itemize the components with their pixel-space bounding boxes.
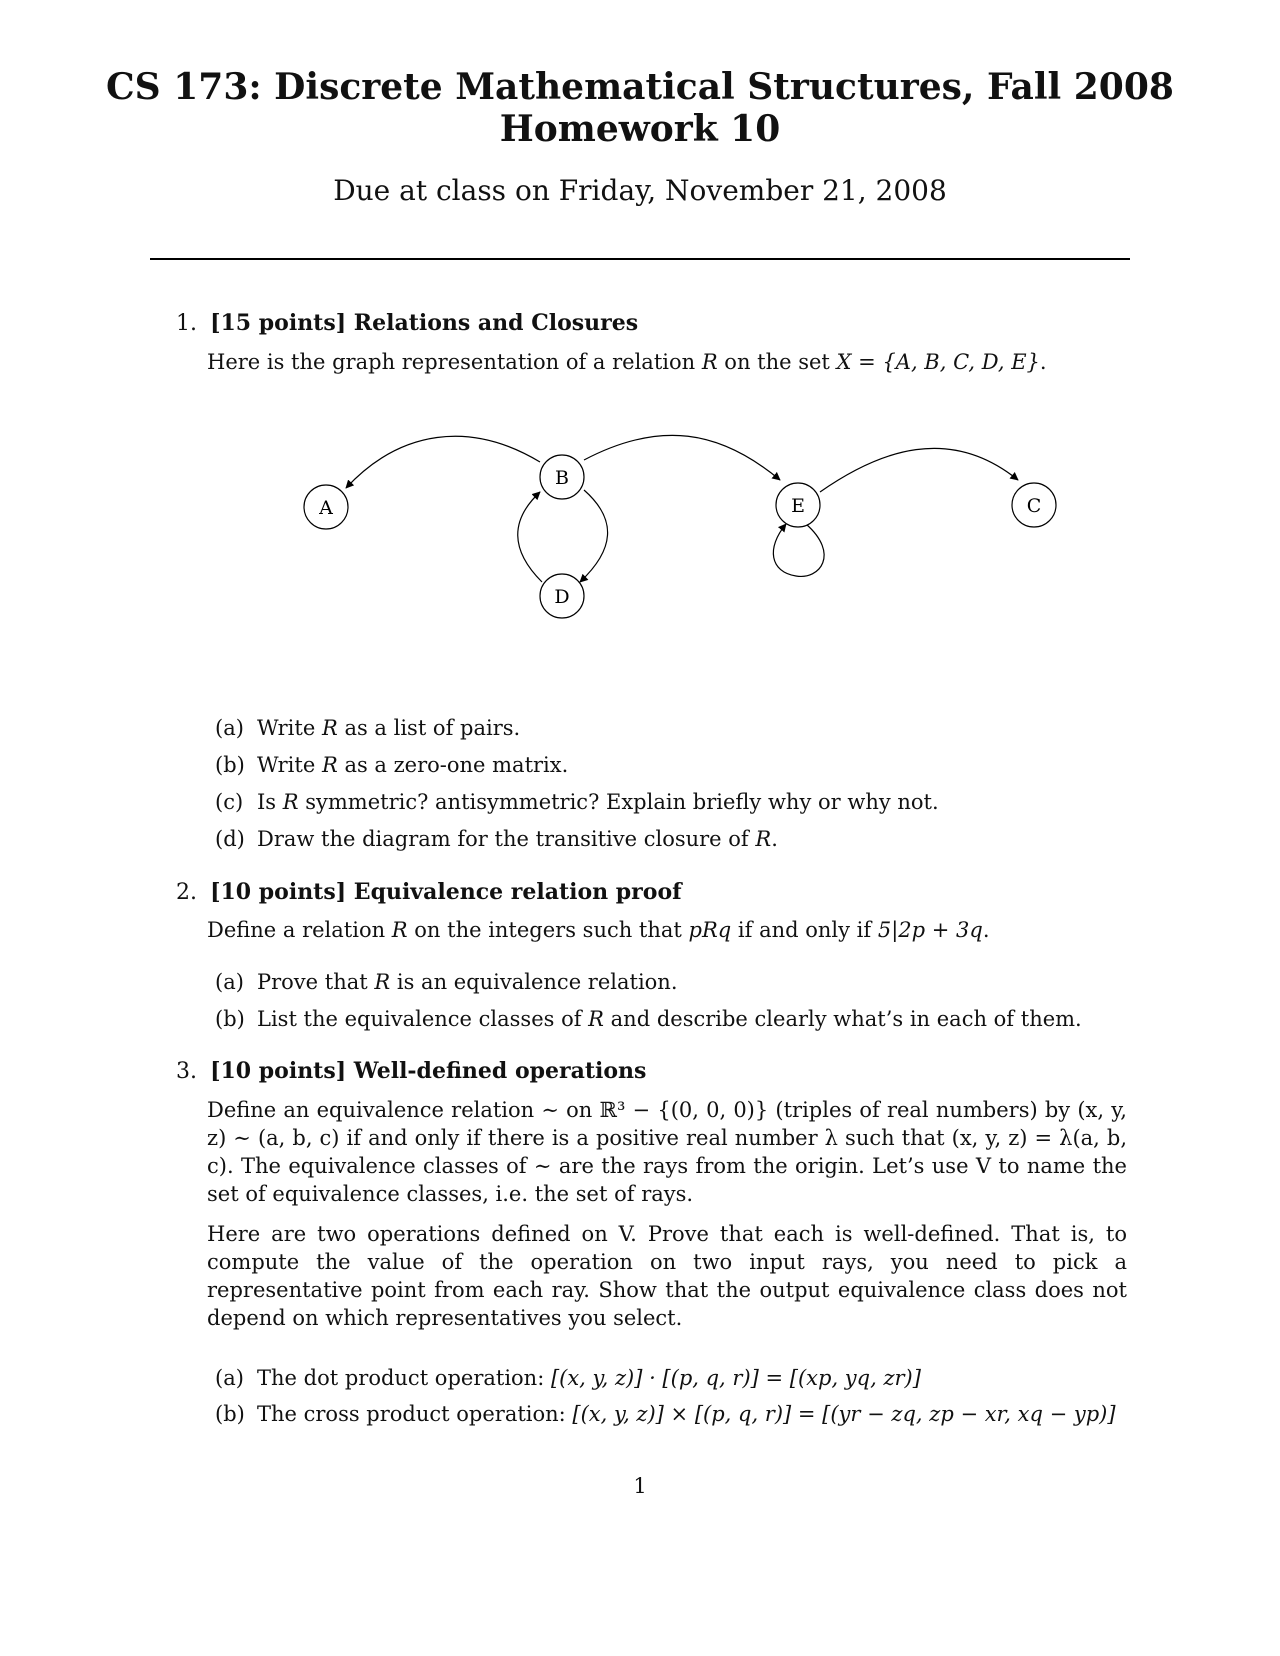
due-date: Due at class on Friday, November 21, 2008 [333, 174, 947, 207]
question-heading: [15 points] Relations and Closures [210, 310, 639, 336]
node-A [304, 485, 348, 529]
question-2-intro: Define a relation R on the integers such that pRq if and only if 5|2p + 3q. [207, 918, 990, 942]
question-heading: [10 points] Well-defined operations [210, 1058, 647, 1084]
question-3-header [176, 1058, 646, 1084]
question-3-paragraph-1: Define an equivalence relation ∼ on ℝ³ − {(0, 0, 0)} (triples of real numbers) by (x, y, z) ∼ (a, b, c) if and only if there is a positive real number λ such that (x, y, z) = λ(a, b, c). The equivalence classes of ∼ are the rays from the origin. Let’s use V to name the set of equivalence classes, i.e. the set of rays. [207, 1098, 1127, 1206]
question-number: 2. [176, 880, 197, 905]
node-B [540, 455, 584, 499]
question-number: 1. [176, 311, 197, 336]
question-3-part-b: (b) The cross product operation: [(x, y, z)] × [(p, q, r)] = [(yr − zq, zp − xr, xq − yp)] [215, 1402, 1116, 1426]
svg-text:D: D [554, 586, 570, 608]
question-3-part-a: (a) The dot product operation: [(x, y, z)] · [(p, q, r)] = [(xp, yq, zr)] [215, 1366, 921, 1390]
node-D [540, 574, 584, 618]
question-heading: [10 points] Equivalence relation proof [210, 879, 682, 905]
question-2-part-b: (b) List the equivalence classes of R and describe clearly what’s in each of them. [215, 1007, 1082, 1031]
question-1-intro: Here is the graph representation of a relation R on the set X = {A, B, C, D, E}. [207, 350, 1047, 374]
page-number: 1 [633, 1474, 647, 1498]
node-E [776, 483, 820, 527]
svg-text:A: A [319, 497, 333, 519]
question-1-header [176, 310, 638, 336]
relation-graph [0, 420, 1280, 620]
edge-E-E-loop [773, 524, 824, 576]
title-line-1: CS 173: Discrete Mathematical Structures, Fall 2008 [106, 66, 1174, 108]
question-1-part-c: (c) Is R symmetric? antisymmetric? Explain briefly why or why not. [215, 790, 939, 814]
node-C [1012, 483, 1056, 527]
edge-B-D [580, 490, 608, 582]
edge-D-B [518, 492, 542, 582]
svg-text:C: C [1026, 495, 1042, 517]
title-line-2: Homework 10 [499, 108, 781, 150]
header-rule [150, 258, 1130, 260]
question-3-paragraph-2: Here are two operations defined on V. Prove that each is well-defined. That is, to compute the value of the operation on two input rays, you need to pick a representative point from each ray. Show that the output equivalence class does not depend on which representatives you select. [207, 1222, 1127, 1330]
question-2-header [176, 879, 682, 905]
question-number: 3. [176, 1059, 197, 1084]
question-1-part-a: (a) Write R as a list of pairs. [215, 716, 521, 740]
svg-text:E: E [791, 495, 805, 517]
edge-B-A [346, 436, 540, 488]
question-1-part-b: (b) Write R as a zero-one matrix. [215, 753, 569, 777]
question-1-part-d: (d) Draw the diagram for the transitive closure of R. [215, 827, 778, 851]
edge-E-C [820, 448, 1018, 492]
svg-text:B: B [555, 467, 569, 489]
question-2-part-a: (a) Prove that R is an equivalence relation. [215, 970, 678, 994]
edge-B-E [584, 435, 780, 480]
